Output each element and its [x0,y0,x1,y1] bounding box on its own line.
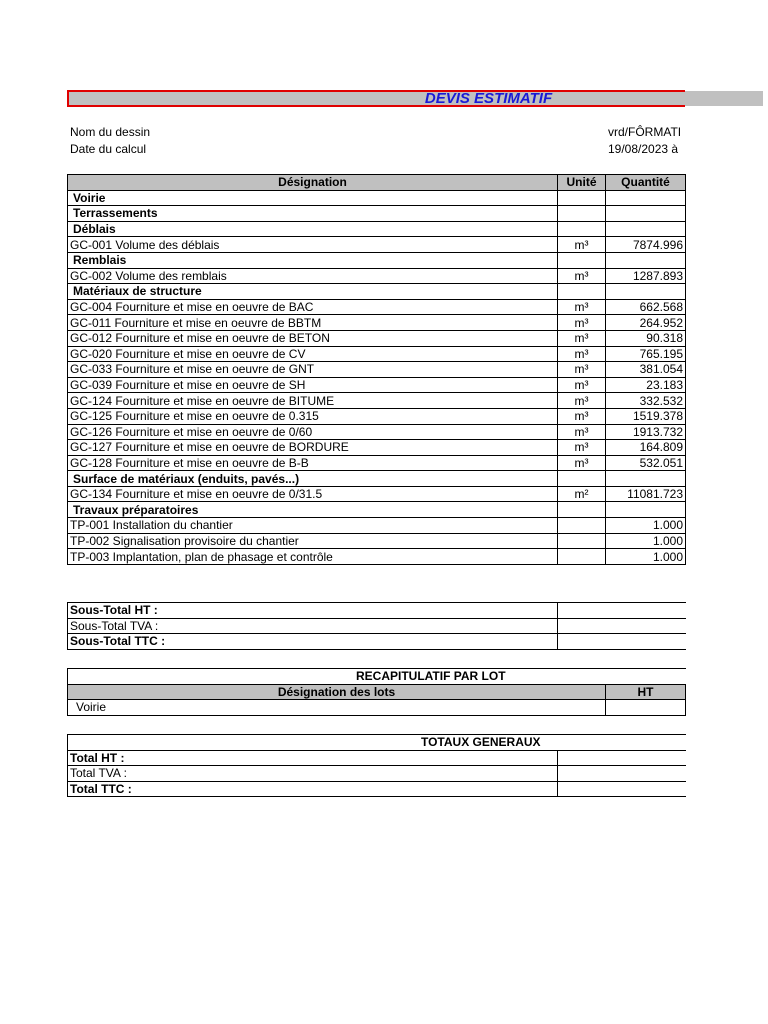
item-quantity: 264.952 [606,315,686,331]
item-quantity: 23.183 [606,377,686,393]
item-quantity: 765.195 [606,346,686,362]
item-quantity: 164.809 [606,440,686,456]
section-row [68,221,686,237]
date-label: Date du calcul [70,142,147,156]
table-row [68,346,686,362]
date-value: 19/08/2023 à [608,142,679,156]
estimate-table [67,174,686,565]
totals-title-row [68,735,686,751]
table-row [68,362,686,378]
item-designation: GC-011 Fourniture et mise en oeuvre de BBTM [68,315,558,331]
recap-header-row [68,684,686,700]
table-row [68,766,686,782]
item-quantity: 90.318 [606,330,686,346]
item-unit [558,502,606,518]
item-designation: GC-033 Fourniture et mise en oeuvre de GNT [68,362,558,378]
totals-table [67,734,686,797]
subtotal-ttc-value [558,634,686,650]
item-unit: m³ [558,424,606,440]
item-quantity: 1.000 [606,549,686,565]
item-quantity: 1913.732 [606,424,686,440]
table-row [68,424,686,440]
table-row [68,237,686,253]
table-row [68,533,686,549]
totals-title: TOTAUX GENERAUX [68,735,686,751]
section-row [68,471,686,487]
item-designation: TP-002 Signalisation provisoire du chantier [68,533,558,549]
item-designation: GC-127 Fourniture et mise en oeuvre de BORDURE [68,440,558,456]
subtotal-tva-label: Sous-Total TVA : [68,618,558,634]
section-label: Déblais [68,221,558,237]
header-quantite: Quantité [606,175,686,191]
table-row [68,618,686,634]
item-unit: m³ [558,315,606,331]
total-ttc-value [558,781,686,797]
item-designation: GC-124 Fourniture et mise en oeuvre de BITUME [68,393,558,409]
item-unit: m³ [558,330,606,346]
recap-lot-voirie: Voirie [68,700,606,716]
item-designation: GC-134 Fourniture et mise en oeuvre de 0/31.5 [68,486,558,502]
item-quantity: 1.000 [606,518,686,534]
table-row [68,781,686,797]
table-row [68,315,686,331]
item-designation: GC-125 Fourniture et mise en oeuvre de 0.315 [68,408,558,424]
recap-title-row [68,669,686,685]
section-label: Travaux préparatoires [68,502,558,518]
item-quantity: 332.532 [606,393,686,409]
item-designation: GC-039 Fourniture et mise en oeuvre de SH [68,377,558,393]
table-row [68,393,686,409]
table-row [68,330,686,346]
item-unit: m³ [558,362,606,378]
item-quantity [606,221,686,237]
item-unit [558,284,606,300]
table-row [68,486,686,502]
item-designation: TP-001 Installation du chantier [68,518,558,534]
total-ht-value [558,750,686,766]
item-unit: m³ [558,408,606,424]
item-designation: GC-128 Fourniture et mise en oeuvre de B-B [68,455,558,471]
table-row [68,700,686,716]
table-row [68,299,686,315]
item-quantity: 11081.723 [606,486,686,502]
item-quantity [606,206,686,222]
item-unit: m³ [558,440,606,456]
total-tva-value [558,766,686,782]
item-unit [558,206,606,222]
section-label: Surface de matériaux (enduits, pavés...) [68,471,558,487]
subtotal-ttc-label: Sous-Total TTC : [68,634,558,650]
item-designation: GC-020 Fourniture et mise en oeuvre de CV [68,346,558,362]
subtotal-ht-value [558,603,686,619]
table-row [68,268,686,284]
header-unite: Unité [558,175,606,191]
subtotal-ht-label: Sous-Total HT : [68,603,558,619]
item-quantity [606,502,686,518]
section-row [68,190,686,206]
item-unit [558,190,606,206]
item-quantity [606,190,686,206]
item-unit: m³ [558,299,606,315]
item-unit: m³ [558,237,606,253]
total-ht-label: Total HT : [68,750,558,766]
table-row [68,455,686,471]
item-quantity: 7874.996 [606,237,686,253]
section-label: Remblais [68,252,558,268]
subtotals-table [67,602,686,650]
item-quantity: 662.568 [606,299,686,315]
item-unit: m³ [558,346,606,362]
table-row [68,549,686,565]
recap-table [67,668,686,716]
item-quantity [606,471,686,487]
recap-header-ht: HT [606,684,686,700]
nom-label: Nom du dessin [70,125,151,139]
recap-title: RECAPITULATIF PAR LOT [68,669,686,685]
item-quantity: 1287.893 [606,268,686,284]
item-quantity: 532.051 [606,455,686,471]
item-unit [558,221,606,237]
table-row [68,440,686,456]
item-unit: m³ [558,455,606,471]
item-designation: GC-001 Volume des déblais [68,237,558,253]
table-row [68,377,686,393]
section-label: Terrassements [68,206,558,222]
item-designation: TP-003 Implantation, plan de phasage et contrôle [68,549,558,565]
item-unit: m³ [558,393,606,409]
total-tva-label: Total TVA : [68,766,558,782]
item-designation: GC-012 Fourniture et mise en oeuvre de BETON [68,330,558,346]
item-quantity: 1.000 [606,533,686,549]
table-row [68,408,686,424]
table-row [68,750,686,766]
item-quantity [606,252,686,268]
header-designation: Désignation [68,175,558,191]
item-unit: m³ [558,377,606,393]
item-designation: GC-002 Volume des remblais [68,268,558,284]
recap-header-designation: Désignation des lots [68,684,606,700]
item-unit [558,518,606,534]
item-unit [558,252,606,268]
nom-value: vrd/FÔRMATI [608,125,682,139]
item-quantity: 1519.378 [606,408,686,424]
section-row [68,502,686,518]
item-unit: m² [558,486,606,502]
table-header-row [68,175,686,191]
section-row [68,252,686,268]
table-row [68,518,686,534]
item-designation: GC-004 Fourniture et mise en oeuvre de BAC [68,299,558,315]
table-row [68,603,686,619]
section-label: Voirie [68,190,558,206]
document-title: DEVIS ESTIMATIF [424,90,553,107]
item-quantity [606,284,686,300]
recap-lot-ht-value [606,700,686,716]
item-unit [558,549,606,565]
total-ttc-label: Total TTC : [68,781,558,797]
section-row [68,206,686,222]
section-label: Matériaux de structure [68,284,558,300]
subtotal-tva-value [558,618,686,634]
item-unit: m³ [558,268,606,284]
item-quantity: 381.054 [606,362,686,378]
table-row [68,634,686,650]
item-designation: GC-126 Fourniture et mise en oeuvre de 0/60 [68,424,558,440]
section-row [68,284,686,300]
item-unit [558,471,606,487]
item-unit [558,533,606,549]
